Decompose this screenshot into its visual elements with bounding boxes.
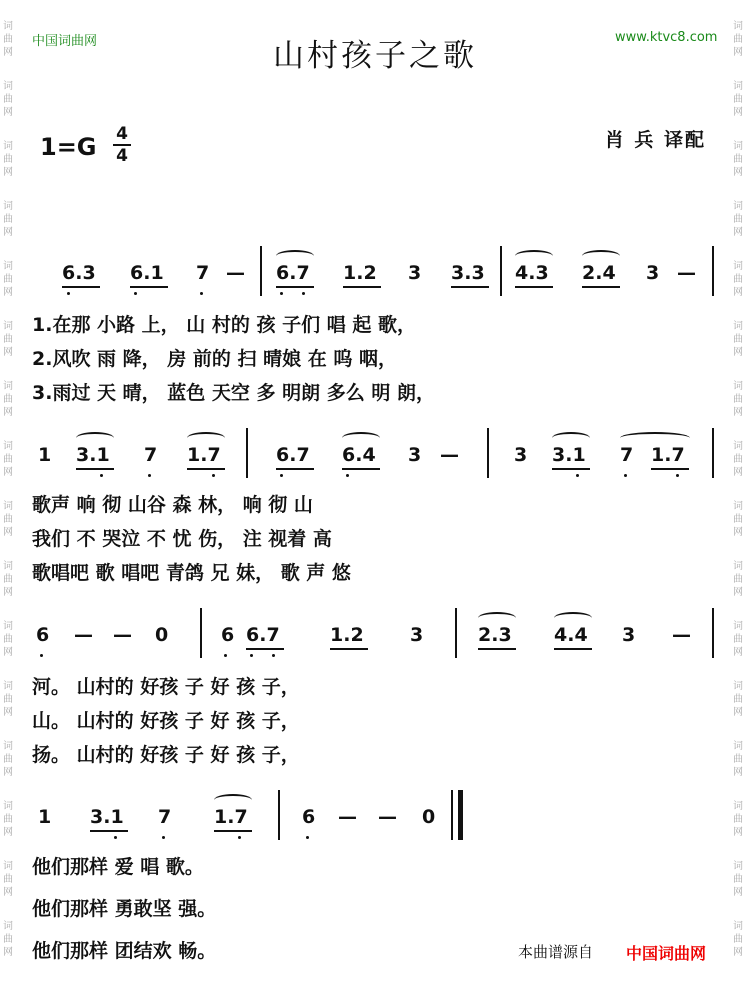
watermark-left	[3, 20, 17, 980]
watermark-char: 曲	[733, 814, 743, 825]
watermark-char: 曲	[3, 454, 13, 465]
watermark-char: 曲	[733, 574, 743, 585]
underline	[515, 286, 553, 288]
slur	[214, 794, 252, 806]
lyric-verse-1: 他们那样 爱 唱 歌。	[32, 856, 204, 878]
underline	[330, 648, 368, 650]
watermark-char: 词	[3, 21, 13, 32]
watermark-char: 网	[733, 767, 743, 778]
bar-line	[200, 608, 202, 658]
underline	[76, 468, 114, 470]
slur	[554, 612, 592, 624]
underline	[62, 286, 100, 288]
watermark-char: 词	[3, 81, 13, 92]
bar-line	[455, 608, 457, 658]
time-signature-top: 4	[116, 124, 128, 144]
watermark-cell	[3, 920, 17, 980]
watermark-char: 曲	[733, 334, 743, 345]
note: 6.3	[62, 262, 96, 284]
watermark-char: 词	[733, 741, 743, 752]
watermark-char: 网	[3, 227, 13, 238]
watermark-cell	[3, 380, 17, 440]
watermark-char: 词	[3, 321, 13, 332]
note: 7	[158, 806, 172, 828]
watermark-char: 词	[3, 381, 13, 392]
note: 3	[646, 262, 660, 284]
watermark-char: 网	[3, 947, 13, 958]
watermark-char: 网	[3, 107, 13, 118]
watermark-cell	[733, 800, 747, 860]
dash: —	[226, 262, 245, 284]
watermark-char: 曲	[3, 34, 13, 45]
watermark-char: 词	[733, 81, 743, 92]
watermark-cell	[3, 740, 17, 800]
note: 1.2	[330, 624, 364, 646]
source-site-link[interactable]: 中国词曲网	[626, 944, 707, 963]
watermark-char: 网	[733, 647, 743, 658]
dash: —	[338, 806, 357, 828]
note: 3	[408, 262, 422, 284]
watermark-char: 网	[733, 887, 743, 898]
watermark-cell	[3, 560, 17, 620]
watermark-char: 词	[3, 261, 13, 272]
watermark-char: 词	[3, 501, 13, 512]
final-bar-thin	[451, 790, 453, 840]
lyric-verse-2: 他们那样 勇敢坚 强。	[32, 898, 217, 920]
underline	[187, 468, 225, 470]
lower-dot	[302, 292, 305, 295]
lower-dot	[272, 654, 275, 657]
watermark-char: 网	[733, 347, 743, 358]
watermark-char: 网	[3, 527, 13, 538]
dash: —	[74, 624, 93, 646]
dash: —	[113, 624, 132, 646]
lyric-verse-3: 他们那样 团结欢 畅。	[32, 940, 217, 962]
watermark-char: 曲	[733, 94, 743, 105]
slur	[515, 250, 553, 262]
note: 3.1	[76, 444, 110, 466]
note: 2.3	[478, 624, 512, 646]
watermark-cell	[3, 800, 17, 860]
watermark-char: 词	[3, 801, 13, 812]
slur	[76, 432, 114, 444]
dash: —	[677, 262, 696, 284]
lower-dot	[250, 654, 253, 657]
lower-dot	[100, 474, 103, 477]
underline	[276, 468, 314, 470]
note: 6	[302, 806, 316, 828]
note: 6.4	[342, 444, 376, 466]
watermark-char: 曲	[3, 94, 13, 105]
lower-dot	[280, 292, 283, 295]
watermark-char: 词	[3, 561, 13, 572]
watermark-char: 网	[3, 767, 13, 778]
slur	[478, 612, 516, 624]
watermark-cell	[3, 320, 17, 380]
watermark-cell	[3, 200, 17, 260]
slur	[620, 432, 690, 444]
final-bar-thick	[458, 790, 463, 840]
lower-dot	[212, 474, 215, 477]
dash: —	[378, 806, 397, 828]
watermark-char: 词	[3, 201, 13, 212]
lower-dot	[280, 474, 283, 477]
watermark-right	[733, 20, 747, 980]
watermark-char: 网	[733, 827, 743, 838]
watermark-char: 曲	[3, 694, 13, 705]
watermark-char: 曲	[3, 274, 13, 285]
slur	[342, 432, 380, 444]
note: 6.1	[130, 262, 164, 284]
watermark-char: 网	[733, 527, 743, 538]
watermark-char: 词	[3, 741, 13, 752]
site-url-right[interactable]: www.ktvc8.com	[615, 30, 718, 45]
watermark-char: 词	[733, 561, 743, 572]
watermark-char: 曲	[733, 274, 743, 285]
site-name-left[interactable]: 中国词曲网	[32, 34, 98, 49]
bar-line	[246, 428, 248, 478]
watermark-cell	[733, 620, 747, 680]
watermark-cell	[733, 740, 747, 800]
note: 6.7	[276, 444, 310, 466]
watermark-cell	[733, 320, 747, 380]
watermark-char: 网	[3, 467, 13, 478]
watermark-char: 曲	[733, 454, 743, 465]
lower-dot	[346, 474, 349, 477]
watermark-char: 网	[3, 287, 13, 298]
key-signature: 1=G	[40, 133, 97, 161]
lyric-verse-1: 河。 山村的 好孩 子 好 孩 子，	[32, 676, 300, 698]
watermark-char: 网	[3, 587, 13, 598]
bar-line	[278, 790, 280, 840]
note: 3.3	[451, 262, 485, 284]
watermark-char: 网	[733, 587, 743, 598]
watermark-char: 网	[733, 227, 743, 238]
watermark-char: 曲	[733, 214, 743, 225]
lyric-verse-2: 山。 山村的 好孩 子 好 孩 子，	[32, 710, 300, 732]
watermark-char: 词	[733, 381, 743, 392]
watermark-cell	[733, 860, 747, 920]
note: 0	[155, 624, 169, 646]
lower-dot	[114, 836, 117, 839]
watermark-char: 曲	[3, 574, 13, 585]
lyric-verse-3: 歌唱吧 歌 唱吧 青鸽 兄 妹， 歌 声 悠	[32, 562, 351, 584]
underline	[276, 286, 314, 288]
watermark-char: 网	[733, 107, 743, 118]
watermark-char: 网	[3, 647, 13, 658]
note: 1.2	[343, 262, 377, 284]
watermark-char: 网	[733, 707, 743, 718]
watermark-char: 曲	[3, 934, 13, 945]
underline	[214, 830, 252, 832]
slur	[187, 432, 225, 444]
note: 7	[144, 444, 158, 466]
watermark-char: 曲	[733, 154, 743, 165]
watermark-char: 网	[733, 47, 743, 58]
watermark-char: 词	[733, 21, 743, 32]
watermark-char: 词	[3, 861, 13, 872]
lower-dot	[238, 836, 241, 839]
watermark-cell	[3, 680, 17, 740]
watermark-char: 词	[733, 921, 743, 932]
watermark-char: 曲	[3, 154, 13, 165]
watermark-char: 网	[3, 167, 13, 178]
note: 6	[36, 624, 50, 646]
note: 7	[620, 444, 634, 466]
bar-line	[712, 246, 714, 296]
slur	[582, 250, 620, 262]
watermark-cell	[3, 440, 17, 500]
watermark-char: 网	[3, 407, 13, 418]
watermark-char: 词	[733, 441, 743, 452]
watermark-cell	[733, 680, 747, 740]
watermark-cell	[733, 80, 747, 140]
note: 1	[38, 806, 52, 828]
watermark-char: 曲	[3, 754, 13, 765]
song-title: 山村孩子之歌	[273, 38, 477, 74]
lower-dot	[162, 836, 165, 839]
underline	[651, 468, 689, 470]
underline	[451, 286, 489, 288]
lyric-verse-2: 我们 不 哭泣 不 忧 伤， 注 视着 高	[32, 528, 332, 550]
watermark-char: 网	[733, 287, 743, 298]
watermark-char: 词	[733, 201, 743, 212]
note: 6	[221, 624, 235, 646]
note: 4.3	[515, 262, 549, 284]
note: 1.7	[187, 444, 221, 466]
watermark-cell	[3, 500, 17, 560]
note: 1	[38, 444, 52, 466]
watermark-char: 曲	[3, 334, 13, 345]
watermark-char: 词	[3, 681, 13, 692]
watermark-char: 词	[3, 141, 13, 152]
watermark-char: 曲	[733, 34, 743, 45]
watermark-cell	[3, 860, 17, 920]
underline	[554, 648, 592, 650]
watermark-char: 网	[3, 827, 13, 838]
lower-dot	[134, 292, 137, 295]
lower-dot	[200, 292, 203, 295]
note: 7	[196, 262, 210, 284]
watermark-char: 词	[733, 261, 743, 272]
time-signature-bottom: 4	[116, 146, 128, 166]
underline	[582, 286, 620, 288]
watermark-char: 词	[3, 441, 13, 452]
bar-line	[260, 246, 262, 296]
watermark-char: 网	[733, 467, 743, 478]
lower-dot	[624, 474, 627, 477]
lower-dot	[306, 836, 309, 839]
lyric-verse-2: 2.风吹 雨 降， 房 前的 扫 晴娘 在 呜 咽，	[32, 348, 397, 370]
underline	[478, 648, 516, 650]
lower-dot	[676, 474, 679, 477]
watermark-char: 网	[3, 887, 13, 898]
slur	[276, 250, 314, 262]
watermark-char: 词	[3, 621, 13, 632]
watermark-char: 词	[733, 141, 743, 152]
watermark-char: 曲	[733, 874, 743, 885]
underline	[90, 830, 128, 832]
bar-line	[500, 246, 502, 296]
watermark-cell	[733, 440, 747, 500]
watermark-char: 曲	[733, 634, 743, 645]
watermark-char: 词	[733, 501, 743, 512]
underline	[343, 286, 381, 288]
slur	[552, 432, 590, 444]
note: 3	[408, 444, 422, 466]
note: 3.1	[552, 444, 586, 466]
watermark-char: 词	[733, 681, 743, 692]
watermark-char: 网	[3, 347, 13, 358]
watermark-char: 曲	[733, 754, 743, 765]
watermark-char: 网	[733, 167, 743, 178]
note: 6.7	[276, 262, 310, 284]
watermark-char: 网	[733, 407, 743, 418]
lower-dot	[67, 292, 70, 295]
note: 1.7	[214, 806, 248, 828]
bar-line	[712, 428, 714, 478]
watermark-char: 曲	[733, 694, 743, 705]
note: 2.4	[582, 262, 616, 284]
lyric-verse-1: 1.在那 小路 上， 山 村的 孩 子们 唱 起 歌，	[32, 314, 416, 336]
underline	[246, 648, 284, 650]
watermark-cell	[733, 260, 747, 320]
note: 0	[422, 806, 436, 828]
lyric-verse-3: 3.雨过 天 晴， 蓝色 天空 多 明朗 多么 明 朗，	[32, 382, 435, 404]
lower-dot	[224, 654, 227, 657]
watermark-char: 曲	[3, 214, 13, 225]
watermark-char: 曲	[3, 874, 13, 885]
underline	[552, 468, 590, 470]
watermark-char: 曲	[3, 394, 13, 405]
underline	[130, 286, 168, 288]
watermark-char: 网	[733, 947, 743, 958]
watermark-char: 网	[3, 707, 13, 718]
watermark-char: 曲	[733, 394, 743, 405]
watermark-char: 词	[733, 861, 743, 872]
watermark-char: 曲	[3, 814, 13, 825]
note: 3	[410, 624, 424, 646]
lyric-verse-3: 扬。 山村的 好孩 子 好 孩 子，	[32, 744, 300, 766]
lyric-verse-1: 歌声 响 彻 山谷 森 林， 响 彻 山	[32, 494, 313, 516]
watermark-cell	[733, 380, 747, 440]
watermark-cell	[3, 260, 17, 320]
watermark-char: 词	[733, 801, 743, 812]
arranger-credit: 肖 兵 译配	[604, 129, 706, 151]
watermark-char: 词	[733, 621, 743, 632]
watermark-cell	[3, 620, 17, 680]
note: 1.7	[651, 444, 685, 466]
watermark-char: 曲	[733, 514, 743, 525]
watermark-cell	[733, 500, 747, 560]
watermark-char: 词	[733, 321, 743, 332]
dash: —	[440, 444, 459, 466]
note: 3.1	[90, 806, 124, 828]
lower-dot	[40, 654, 43, 657]
watermark-cell	[733, 560, 747, 620]
source-label: 本曲谱源自	[518, 943, 594, 961]
note: 3	[622, 624, 636, 646]
lower-dot	[148, 474, 151, 477]
watermark-cell	[733, 200, 747, 260]
watermark-cell	[733, 920, 747, 980]
bar-line	[712, 608, 714, 658]
watermark-char: 曲	[733, 934, 743, 945]
underline	[342, 468, 380, 470]
watermark-char: 网	[3, 47, 13, 58]
note: 3	[514, 444, 528, 466]
watermark-char: 词	[3, 921, 13, 932]
watermark-cell	[733, 140, 747, 200]
bar-line	[487, 428, 489, 478]
note: 6.7	[246, 624, 280, 646]
lower-dot	[576, 474, 579, 477]
watermark-char: 曲	[3, 634, 13, 645]
dash: —	[672, 624, 691, 646]
note: 4.4	[554, 624, 588, 646]
watermark-char: 曲	[3, 514, 13, 525]
